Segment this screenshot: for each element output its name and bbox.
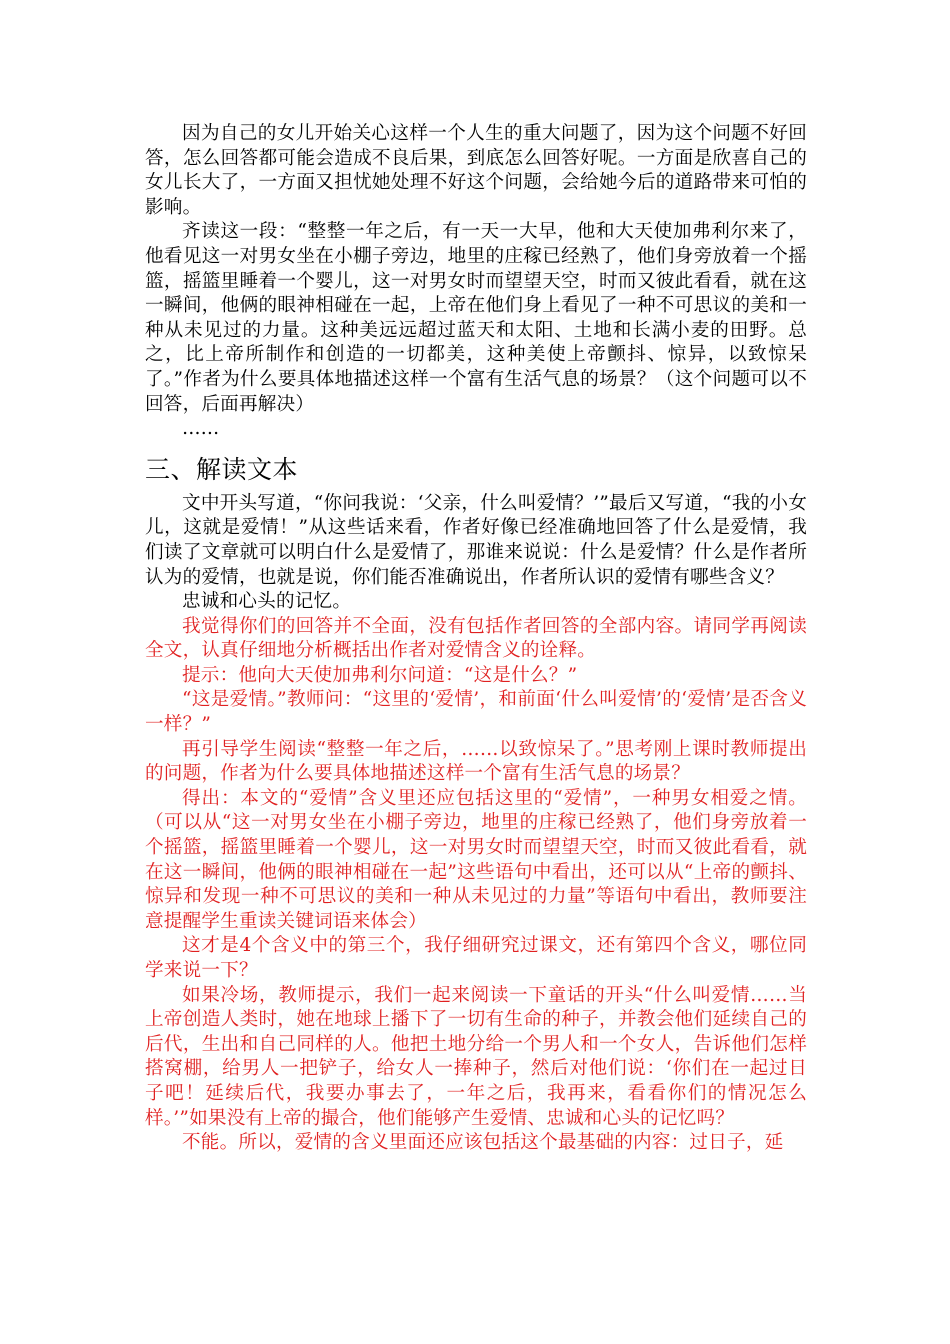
section-paragraph: 文中开头写道，“你问我说：‘父亲，什么叫爱情？’”最后又写道，“我的小女儿，这就是爱情！”从这些话来看，作者好像已经准确地回答了什么是爱情，我们读了文章就可以明白什么是爱情了，那谁来说说：什么是爱情？什么是作者所认为的爱情，也就是说，你们能否准确说出，作者所认识的爱情有哪些含义？ bbox=[145, 492, 807, 588]
section-paragraph: “这是爱情。”教师问：“这里的‘爱情’，和前面‘什么叫爱情’的‘爱情’是否含义一样？” bbox=[145, 689, 807, 736]
document-page bbox=[145, 122, 807, 1156]
section-paragraph: 这才是4个含义中的第三个，我仔细研究过课文，还有第四个含义，哪位同学来说一下？ bbox=[145, 935, 807, 981]
section-paragraph: 得出：本文的“爱情”含义里还应包括这里的“爱情”，一种男女相爱之情。（可以从“这一对男女坐在小棚子旁边，地里的庄稼已经熟了，他们身旁放着一个摇篮，摇篮里睡着一个婴儿，这一对男女时而望望天空，时而又彼此看看，就在这一瞬间，他俩的眼神相碰在一起”这些语句中看出，还可以从“上帝的颤抖、惊异和发现一种不可思议的美和一种从未见过的力量”等语句中看出，教师要注意提醒学生重读关键词语来体会） bbox=[145, 787, 807, 932]
paragraph-intro-1: 因为自己的女儿开始关心这样一个人生的重大问题了，因为这个问题不好回答，怎么回答都可能会造成不良后果，到底怎么回答好呢。一方面是欣喜自己的女儿长大了，一方面又担忧她处理不好这个问题，会给她今后的道路带来可怕的影响。 bbox=[145, 123, 807, 218]
section-paragraph: 再引导学生阅读“整整一年之后，……以致惊呆了。”思考刚上课时教师提出的问题，作者为什么要具体地描述这样一个富有生活气息的场景？ bbox=[145, 738, 807, 785]
section-paragraph: 提示：他向大天使加弗利尔问道：“这是什么？” bbox=[182, 664, 578, 686]
ellipsis-text: …… bbox=[182, 418, 220, 440]
section-body bbox=[145, 492, 807, 1156]
paragraph-intro-2: 齐读这一段：“整整一年之后，有一天一大早，他和大天使加弗利尔来了，他看见这一对男女坐在小棚子旁边，地里的庄稼已经熟了，他们身旁放着一个摇篮，摇篮里睡着一个婴儿，这一对男女时而望望天空，时而又彼此看看，就在这一瞬间，他俩的眼神相碰在一起，上帝在他们身上看见了一种不可思议的美和一种从未见过的力量。这种美远远超过蓝天和太阳、土地和长满小麦的田野。总之，比上帝所制作和创造的一切都美，这种美使上帝颤抖、惊异，以致惊呆了。”作者为什么要具体地描述这样一个富有生活气息的场景？（这个问题可以不回答，后面再解决） bbox=[145, 221, 807, 415]
section-paragraph: 如果冷场，教师提示，我们一起来阅读一下童话的开头“什么叫爱情……当上帝创造人类时，她在地球上播下了一切有生命的种子，并教会他们延续自己的后代，生出和自己同样的人。他把土地分给一个男人和一个女人，告诉他们怎样搭窝棚，给男人一把铲子，给女人一捧种子，然后对他们说：‘你们在一起过日子吧！延续后代，我要办事去了，一年之后，我再来，看看你们的情况怎么样。’”如果没有上帝的撮合，他们能够产生爱情、忠诚和心头的记忆吗？ bbox=[145, 984, 807, 1129]
section-paragraph: 忠诚和心头的记忆。 bbox=[182, 591, 352, 613]
section-paragraph: 我觉得你们的回答并不全面，没有包括作者回答的全部内容。请同学再阅读全文，认真仔细地分析概括出作者对爱情含义的诠释。 bbox=[145, 615, 807, 662]
section-paragraph: 不能。所以，爱情的含义里面还应该包括这个最基础的内容：过日子，延 bbox=[182, 1132, 784, 1154]
section-heading: 三、解读文本 bbox=[145, 454, 299, 484]
